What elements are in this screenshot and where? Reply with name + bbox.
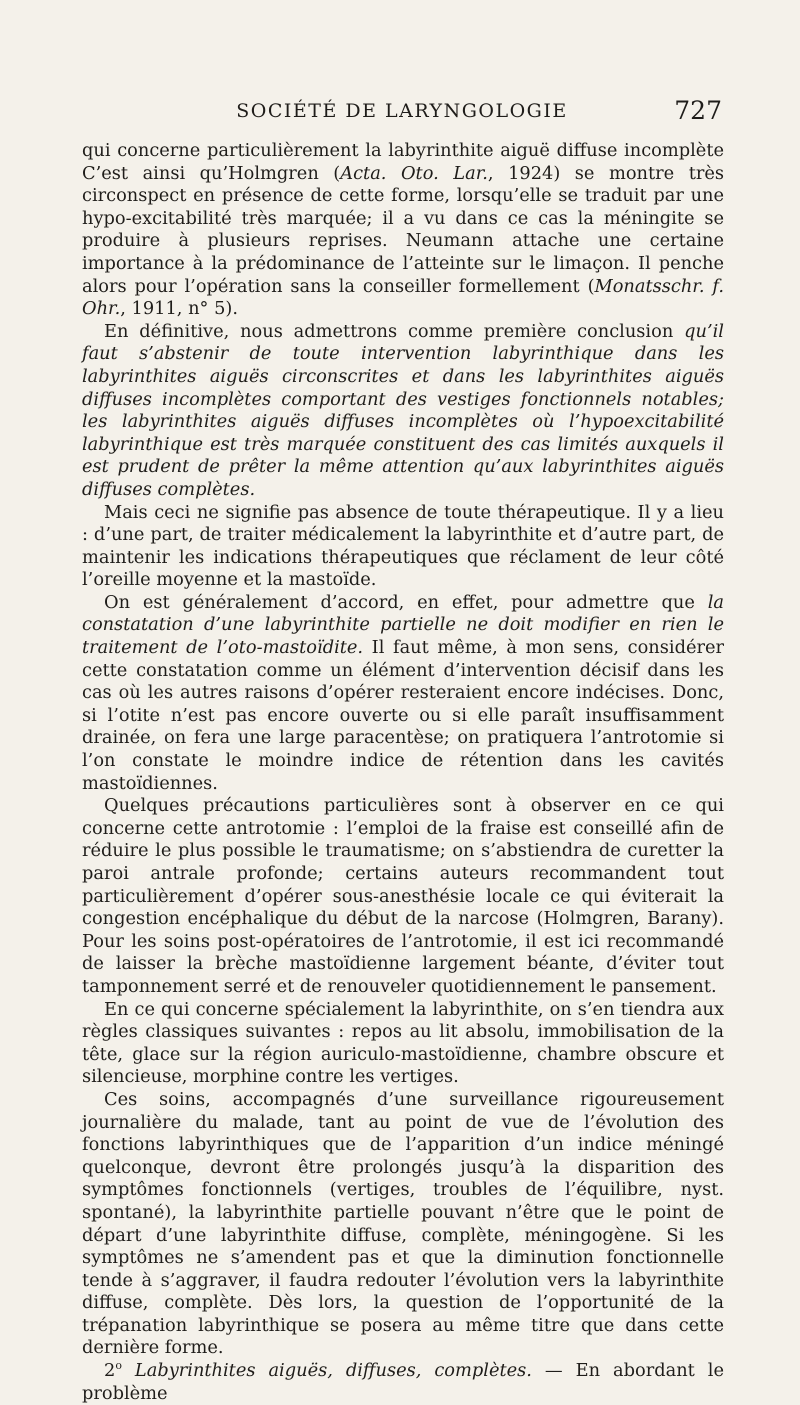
paragraph	[82, 1360, 724, 1405]
italic-text: la constatation d’une labyrinthite partielle ne doit modifier en rien le traitement de l’oto-mastoïdite.	[82, 591, 724, 659]
text-run: Quelques précautions particulières sont à observer en ce qui concerne cette antrotomie : l’emploi de la fraise est conseillé afin de réduire le plus possible le traumatisme; on s’abstiendra de curetter la paroi antrale profonde; certains auteurs recommandent tout particulièrement d’opérer sous-anesthésie locale ce qui éviterait la congestion encéphalique du début de la narcose (Holmgren, Barany). Pour les soins post-opératoires de l’antrotomie, il est ici recommandé de laisser la brèche mastoïdienne largement béante, d’éviter tout tamponnement serré et de renouveler quotidiennement le pansement.	[82, 795, 724, 997]
page-header	[82, 96, 722, 132]
paragraph	[82, 1089, 724, 1360]
text-run: Mais ceci ne signifie pas absence de toute thérapeutique. Il y a lieu : d’une part, de traiter médicalement la labyrinthite et d’autre part, de maintenir les indications thérapeutiques que réclament de leur côté l’oreille moyenne et la mastoïde.	[82, 501, 724, 591]
paragraph	[82, 140, 724, 321]
text-run: Ces soins, accompagnés d’une surveillance rigoureusement journalière du malade, tant au point de vue de l’évolution des fonctions labyrinthiques que de l’apparition d’un indice méningé quelconque, devront être prolongés jusqu’à la disparition des symptômes fonctionnels (vertiges, troubles de l’équilibre, nyst. spontané), la labyrinthite partielle pouvant n’être que le point de départ d’une labyrinthite diffuse, complète, méningogène. Si les symptômes ne s’amendent pas et que la diminution fonctionnelle tende à s’aggraver, il faudra redouter l’évolution vers la labyrinthite diffuse, complète. Dès lors, la question de l’opportunité de la trépanation labyrinthique se posera au même titre que dans cette dernière forme.	[82, 1088, 724, 1359]
text-run: , 1924) se montre très circonspect en présence de cette forme, lorsqu’elle se traduit par une hypo-excitabilité très marquée; il a vu dans ce cas la méningite se produire à plusieurs reprises. Neumann attache une certaine importance à la prédominance de l’atteinte sur le limaçon. Il penche alors pour l’opération sans la conseiller formellement (	[82, 162, 724, 297]
text-run: , 1911, n° 5).	[120, 298, 238, 320]
paragraph	[82, 999, 724, 1089]
body-text	[82, 140, 724, 1405]
paragraph	[82, 321, 724, 502]
text-run: — En abordant le problème	[82, 1360, 724, 1404]
paragraph	[82, 502, 724, 592]
italic-text: qu’il faut s’abstenir de toute intervention labyrinthique dans les labyrinthites aiguës circonscrites et dans les labyrinthites aiguës diffuses incomplètes comportant des vestiges fonctionnels notables; les labyrinthites aiguës diffuses incomplètes où l’hypoexcitabilité labyrinthique est très marquée constituent des cas limités auxquels il est prudent de prêter la même attention qu’aux labyrinthites aiguës diffuses complètes.	[82, 320, 724, 500]
page-number: 727	[674, 96, 722, 125]
text-run: o	[115, 1359, 122, 1373]
running-head: SOCIÉTÉ DE LARYNGOLOGIE	[236, 100, 568, 122]
paragraph	[82, 592, 724, 795]
italic-text: Labyrinthites aiguës, diffuses, complètes.	[134, 1360, 532, 1382]
text-run: On est généralement d’accord, en effet, pour admettre que	[104, 591, 708, 613]
italic-text: Acta. Oto. Lar.	[340, 162, 488, 184]
text-run: qui concerne particulièrement la labyrinthite aiguë diffuse incomplète C’est ainsi qu’Holmgren (	[82, 140, 724, 184]
text-run: En ce qui concerne spécialement la labyrinthite, on s’en tiendra aux règles classiques suivantes : repos au lit absolu, immobilisation de la tête, glace sur la région auriculo-mastoïdienne, chambre obscure et silencieuse, morphine contre les vertiges.	[82, 998, 724, 1088]
text-run: 2	[104, 1360, 116, 1382]
text-run: Il faut même, à mon sens, considérer cette constatation comme un élément d’intervention décisif dans les cas où les autres raisons d’opérer resteraient encore indécises. Donc, si l’otite n’est pas encore ouverte ou si elle paraît insuffisamment drainée, on fera une large paracentèse; on pratiquera l’antrotomie si l’on constate le moindre indice de rétention dans les cavités mastoïdiennes.	[82, 637, 724, 794]
text-run: En définitive, nous admettrons comme première conclusion	[104, 320, 685, 342]
text-run	[122, 1360, 135, 1381]
paragraph	[82, 795, 724, 998]
italic-text: Monatsschr. f. Ohr.	[82, 275, 724, 320]
